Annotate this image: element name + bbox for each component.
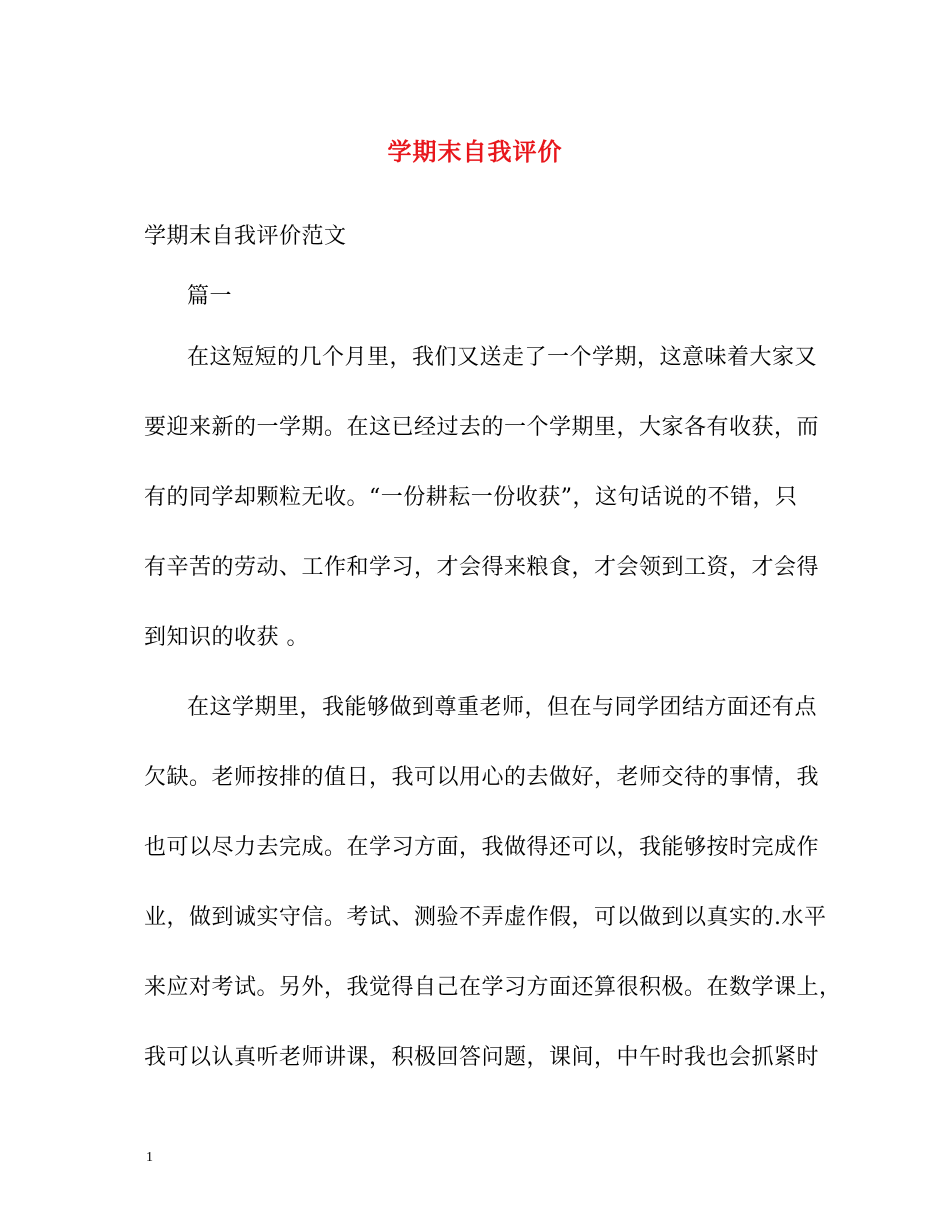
paragraph-line: 欠缺。老师按排的值日，我可以用心的去做好，老师交待的事情，我 [144,765,820,790]
paragraph-line: 到知识的收获 。 [144,625,309,650]
section-heading: 篇一 [187,284,233,309]
paragraph-line: 要迎来新的一学期。在这已经过去的一个学期里，大家各有收获，而 [144,415,820,440]
paragraph-line: 来应对考试。另外，我觉得自己在学习方面还算很积极。在数学课上， [144,975,842,1000]
paragraph-line: 在这学期里，我能够做到尊重老师，但在与同学团结方面还有点 [187,695,818,720]
document-subtitle: 学期末自我评价范文 [144,224,347,249]
document-title: 学期末自我评价 [387,137,563,166]
paragraph-line: 在这短短的几个月里，我们又送走了一个学期，这意味着大家又 [187,345,818,370]
page-number: 1 [146,1150,153,1165]
paragraph-line: 也可以尽力去完成。在学习方面，我做得还可以，我能够按时完成作 [144,835,820,860]
paragraph-line: 业，做到诚实守信。考试、测验不弄虚作假，可以做到以真实的.水平 [144,905,827,930]
paragraph-line: 有辛苦的劳动、工作和学习，才会得来粮食，才会领到工资，才会得 [144,555,820,580]
paragraph-line: 我可以认真听老师讲课，积极回答问题，课间，中午时我也会抓紧时 [144,1045,820,1070]
paragraph-line: 有的同学却颗粒无收。“一份耕耘一份收获”，这句话说的不错，只 [144,485,798,510]
